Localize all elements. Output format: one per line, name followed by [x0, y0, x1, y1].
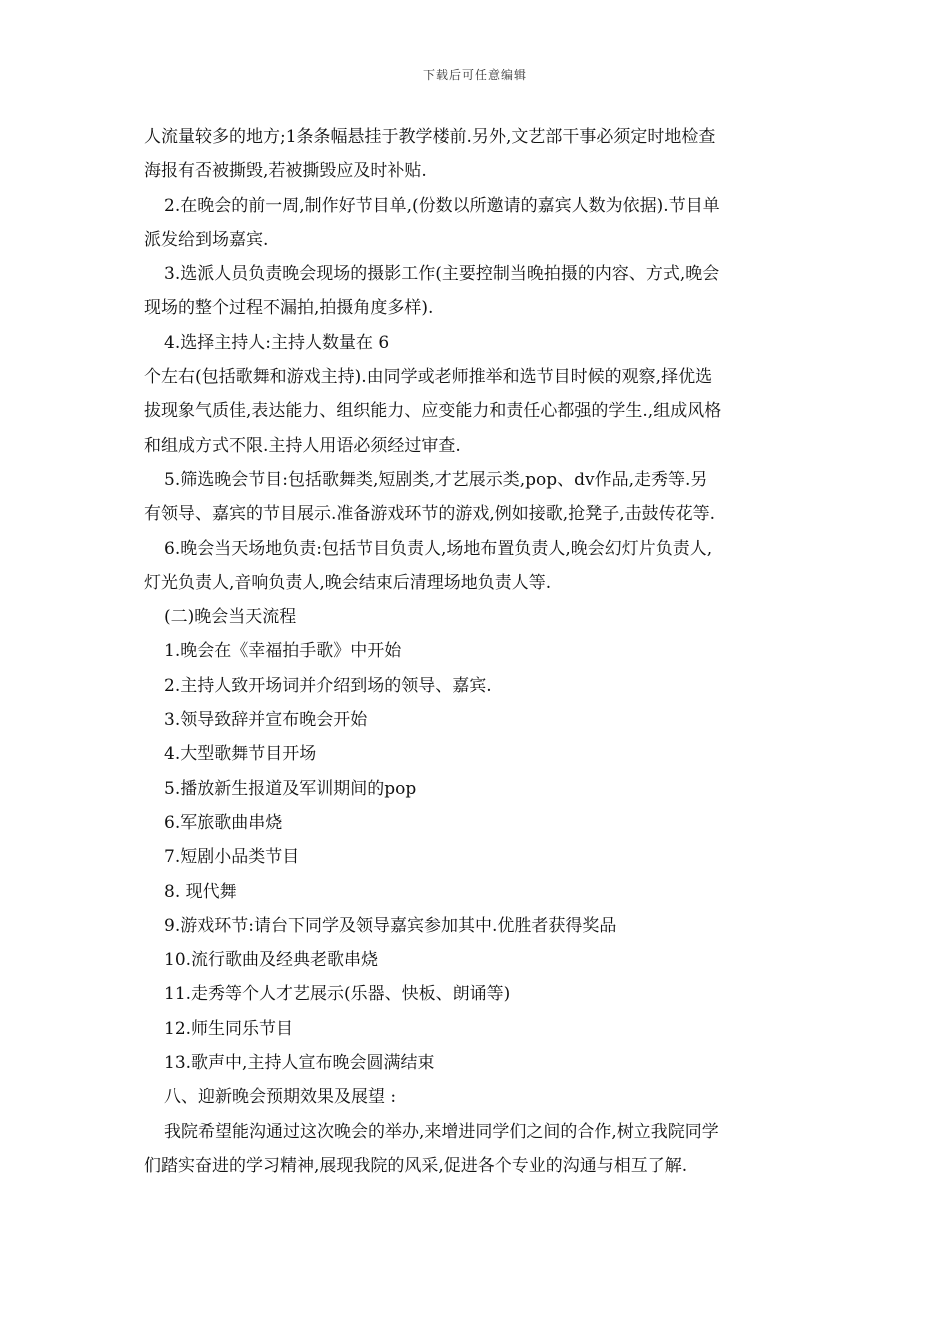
text-line: 我院希望能沟通过这次晚会的举办,来增进同学们之间的合作,树立我院同学 — [164, 1121, 719, 1142]
text-line: 拔现象气质佳,表达能力、组织能力、应变能力和责任心都强的学生.,组成风格 — [144, 401, 722, 422]
section-heading: (二)晚会当天流程 — [164, 607, 297, 628]
text-line: 人流量较多的地方;1条条幅悬挂于教学楼前.另外,文艺部干事必须定时地检查 — [144, 127, 716, 147]
list-item: 9.游戏环节:请台下同学及领导嘉宾参加其中.优胜者获得奖品 — [164, 915, 617, 936]
text-line: 个左右(包括歌舞和游戏主持).由同学或老师推举和选节目时候的观察,择优选 — [144, 367, 713, 388]
list-item: 13.歌声中,主持人宣布晚会圆满结束 — [164, 1053, 435, 1074]
section-heading: 八、迎新晚会预期效果及展望 : — [164, 1087, 397, 1108]
list-item: 10.流行歌曲及经典老歌串烧 — [164, 950, 379, 971]
text-line: 灯光负责人,音响负责人,晚会结束后清理场地负责人等. — [144, 572, 552, 593]
page-header: 下载后可任意编辑 — [422, 68, 527, 82]
text-line: 3.选派人员负责晚会现场的摄影工作(主要控制当晚拍摄的内容、方式,晚会 — [164, 264, 720, 285]
text-line: 海报有否被撕毁,若被撕毁应及时补贴. — [144, 161, 427, 182]
text-line: 2.在晚会的前一周,制作好节目单,(份数以所邀请的嘉宾人数为依据).节目单 — [164, 195, 720, 216]
document-body — [144, 120, 812, 1183]
list-item: 8. 现代舞 — [164, 881, 237, 902]
list-item: 12.师生同乐节目 — [164, 1018, 294, 1039]
text-line: 6.晚会当天场地负责:包括节目负责人,场地布置负责人,晚会幻灯片负责人, — [164, 538, 713, 559]
text-line: 有领导、嘉宾的节目展示.准备游戏环节的游戏,例如接歌,抢凳子,击鼓传花等. — [144, 504, 716, 525]
text-line: 和组成方式不限.主持人用语必须经过审查. — [144, 435, 461, 456]
list-item: 2.主持人致开场词并介绍到场的领导、嘉宾. — [164, 675, 492, 696]
list-item: 5.播放新生报道及军训期间的pop — [164, 778, 417, 799]
list-item: 11.走秀等个人才艺展示(乐器、快板、朗诵等) — [164, 984, 511, 1005]
text-line: 派发给到场嘉宾. — [144, 229, 269, 250]
text-line: 现场的整个过程不漏拍,拍摄角度多样). — [144, 298, 434, 319]
list-item: 7.短剧小品类节目 — [164, 847, 300, 868]
text-line: 5.筛选晚会节目:包括歌舞类,短剧类,才艺展示类,pop、dv作品,走秀等.另 — [164, 469, 708, 490]
text-line: 们踏实奋进的学习精神,展现我院的风采,促进各个专业的沟通与相互了解. — [144, 1155, 688, 1176]
text-line: 4.选择主持人:主持人数量在 6 — [164, 332, 390, 353]
list-item: 4.大型歌舞节目开场 — [164, 744, 317, 765]
list-item: 6.军旅歌曲串烧 — [164, 812, 283, 833]
list-item: 1.晚会在《幸福拍手歌》中开始 — [164, 641, 402, 662]
list-item: 3.领导致辞并宣布晚会开始 — [164, 710, 368, 731]
